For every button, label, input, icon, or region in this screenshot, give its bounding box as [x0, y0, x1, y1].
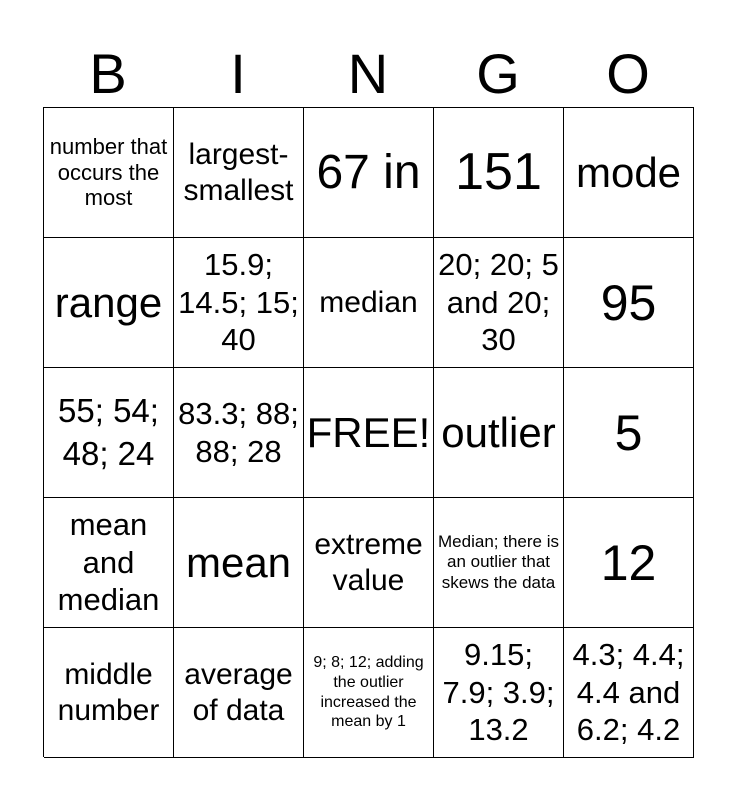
bingo-cell-r3-c5[interactable]: 5 [564, 368, 694, 498]
bingo-header [43, 40, 693, 108]
bingo-cell-r4-c1[interactable]: mean and median [44, 498, 174, 628]
bingo-cell-r4-c2[interactable]: mean [174, 498, 304, 628]
bingo-cell-r1-c1[interactable]: number that occurs the most [44, 108, 174, 238]
bingo-cell-r2-c2[interactable]: 15.9; 14.5; 15; 40 [174, 238, 304, 368]
bingo-cell-r1-c2[interactable]: largest-smallest [174, 108, 304, 238]
bingo-cell-r4-c3[interactable]: extreme value [304, 498, 434, 628]
bingo-cell-r5-c2[interactable]: average of data [174, 628, 304, 758]
bingo-cell-r4-c4[interactable]: Median; there is an outlier that skews the data [434, 498, 564, 628]
bingo-cell-r2-c1[interactable]: range [44, 238, 174, 368]
bingo-cell-r5-c5[interactable]: 4.3; 4.4; 4.4 and 6.2; 4.2 [564, 628, 694, 758]
bingo-cell-r2-c5[interactable]: 95 [564, 238, 694, 368]
bingo-cell-r3-c4[interactable]: outlier [434, 368, 564, 498]
bingo-cell-r1-c5[interactable]: mode [564, 108, 694, 238]
bingo-cell-r1-c4[interactable]: 151 [434, 108, 564, 238]
bingo-cell-r3-c1[interactable]: 55; 54; 48; 24 [44, 368, 174, 498]
bingo-cell-r5-c4[interactable]: 9.15; 7.9; 3.9; 13.2 [434, 628, 564, 758]
header-letter-b: B [89, 42, 127, 105]
bingo-cell-r5-c1[interactable]: middle number [44, 628, 174, 758]
header-letter-o: O [606, 42, 650, 105]
bingo-cell-r3-c2[interactable]: 83.3; 88; 88; 28 [174, 368, 304, 498]
header-letter-n: N [347, 42, 389, 105]
bingo-cell-r3-c3[interactable]: FREE! [304, 368, 434, 498]
header-letter-g: G [476, 42, 520, 105]
header-letter-i: I [230, 42, 246, 105]
bingo-board [43, 107, 694, 757]
bingo-cell-r1-c3[interactable]: 67 in [304, 108, 434, 238]
bingo-cell-r5-c3[interactable]: 9; 8; 12; adding the outlier increased the mean by 1 [304, 628, 434, 758]
bingo-cell-r4-c5[interactable]: 12 [564, 498, 694, 628]
bingo-cell-r2-c3[interactable]: median [304, 238, 434, 368]
bingo-cell-r2-c4[interactable]: 20; 20; 5 and 20; 30 [434, 238, 564, 368]
